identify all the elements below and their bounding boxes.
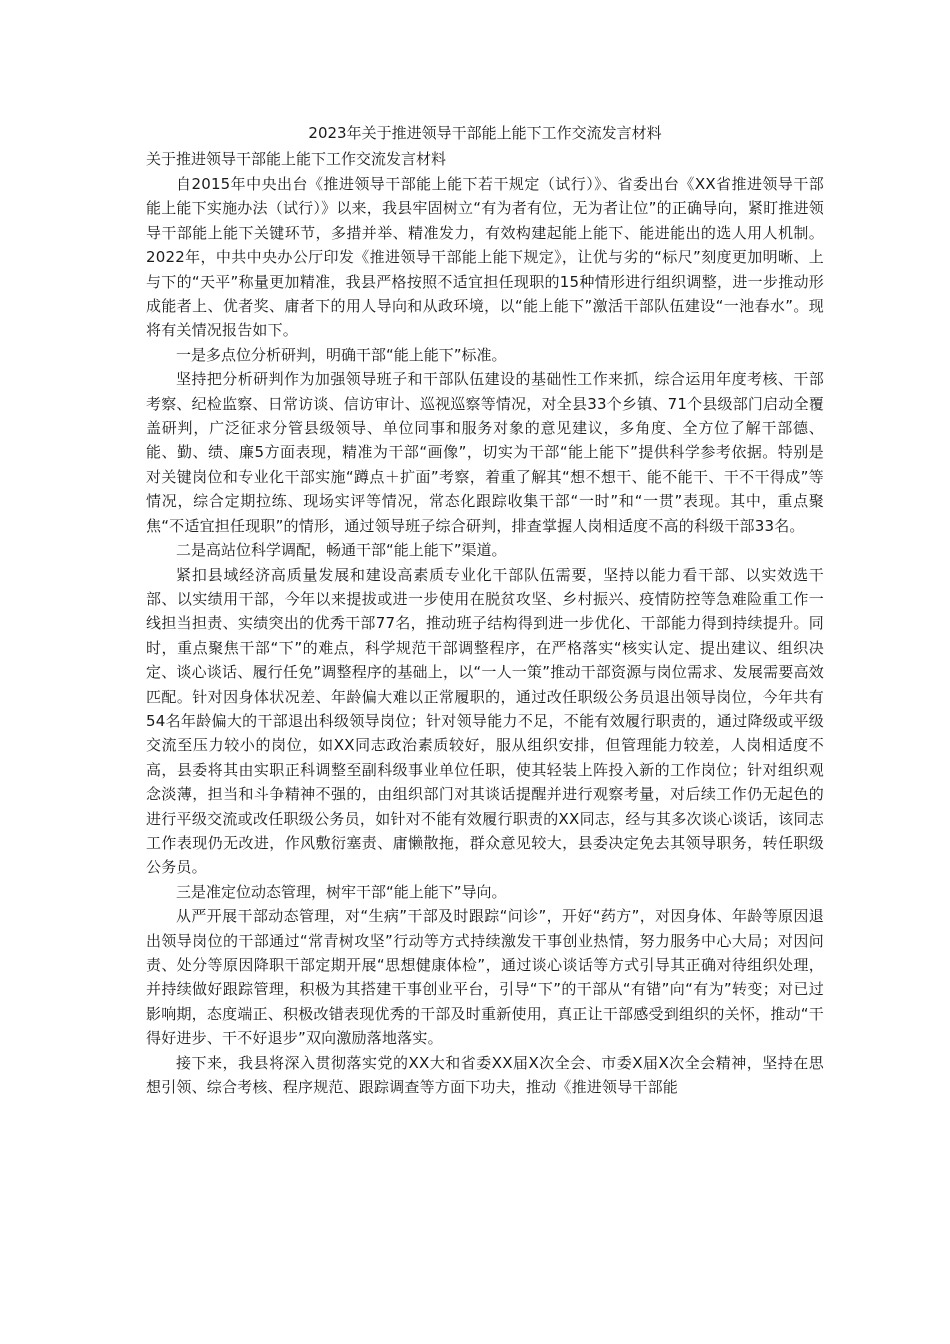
section-1-body: 坚持把分析研判作为加强领导班子和干部队伍建设的基础性工作来抓，综合运用年度考核、干部考察、纪检监察、日常访谈、信访审计、巡视巡察等情况，对全县33个乡镇、71个县级部门启动全覆盖研判，广泛征求分管县级领导、单位同事和服务对象的意见建议，多角度、全方位了解干部德、能、勤、绩、廉5方面表现，精准为干部“画像”，切实为干部“能上能下”提供科学参考依据。特别是对关键岗位和专业化干部实施“蹲点＋扩面”考察，着重了解其“想不想干、能不能干、干不干得成”等情况，综合定期拉练、现场实评等情况，常态化跟踪收集干部“一时”和“一贯”表现。其中，重点聚焦“不适宜担任现职”的情形，通过领导班子综合研判，排查掌握人岗相适度不高的科级干部33名。: [146, 370, 824, 535]
section-1-heading: 一是多点位分析研判，明确干部“能上能下”标准。: [176, 345, 507, 364]
section-2-body: 紧扣县域经济高质量发展和建设高素质专业化干部队伍需要，坚持以能力看干部、以实效选干部、以实绩用干部，今年以来提拔或进一步使用在脱贫攻坚、乡村振兴、疫情防控等急难险重工作一线担当担责、实绩突出的优秀干部77名，推动班子结构得到进一步优化、干部能力得到持续提升。同时，重点聚焦干部“下”的难点，科学规范干部调整程序，在严格落实“核实认定、提出建议、组织决定、谈心谈话、履行任免”调整程序的基础上，以“一人一策”推动干部资源与岗位需求、发展需要高效匹配。针对因身体状况差、年龄偏大难以正常履职的，通过改任职级公务员退出领导岗位，今年共有54名年龄偏大的干部退出科级领导岗位；针对领导能力不足，不能有效履行职责的，通过降级或平级交流至压力较小的岗位，如XX同志政治素质较好，服从组织安排，但管理能力较差，人岗相适度不高，县委将其由实职正科调整至副科级事业单位任职，使其轻装上阵投入新的工作岗位；针对组织观念淡薄，担当和斗争精神不强的，由组织部门对其谈话提醒并进行观察考量，对后续工作仍无起色的进行平级交流或改任职级公务员，如针对不能有效履行职责的XX同志，经与其多次谈心谈话，该同志工作表现仍无改进，作风敷衍塞责、庸懒散拖，群众意见较大，县委决定免去其领导职务，转任职级公务员。: [146, 565, 824, 877]
section-2-heading: 二是高站位科学调配，畅通干部“能上能下”渠道。: [176, 541, 507, 560]
document-page: [146, 120, 824, 1099]
section-3-heading: 三是准定位动态管理，树牢干部“能上能下”导向。: [176, 882, 507, 901]
intro-paragraph: 自2015年中央出台《推进领导干部能上能下若干规定（试行）》、省委出台《XX省推进领导干部能上能下实施办法（试行）》以来，我县牢固树立“有为者有位，无为者让位”的正确导向，紧盯推进领导干部能上能下关键环节，多措并举、精准发力，有效构建起能上能下、能进能出的选人用人机制。2022年，中共中央办公厅印发《推进领导干部能上能下规定》，让优与劣的“标尺”刻度更加明晰、上与下的“天平”称量更加精准，我县严格按照不适宜担任现职的15种情形进行组织调整，进一步推动形成能者上、优者奖、庸者下的用人导向和从政环境，以“能上能下”激活干部队伍建设“一池春水”。现将有关情况报告如下。: [146, 175, 824, 340]
document-title: 2023年关于推进领导干部能上能下工作交流发言材料: [308, 124, 662, 142]
document-subtitle: 关于推进领导干部能上能下工作交流发言材料: [146, 150, 447, 168]
section-3-body: 从严开展干部动态管理，对“生病”干部及时跟踪“问诊”，开好“药方”，对因身体、年龄等原因退出领导岗位的干部通过“常青树攻坚”行动等方式持续激发干事创业热情，努力服务中心大局；对因问责、处分等原因降职干部定期开展“思想健康体检”，通过谈心谈话等方式引导其正确对待组织处理，并持续做好跟踪管理，积极为其搭建干事创业平台，引导“下”的干部从“有错”向“有为”转变；对已过影响期，态度端正、积极改错表现优秀的干部及时重新使用，真正让干部感受到组织的关怀，推动“干得好进步、干不好退步”双向激励落地落实。: [146, 907, 824, 1048]
closing-paragraph: 接下来，我县将深入贯彻落实党的XX大和省委XX届X次全会、市委X届X次全会精神，坚持在思想引领、综合考核、程序规范、跟踪调查等方面下功夫，推动《推进领导干部能: [146, 1053, 824, 1097]
